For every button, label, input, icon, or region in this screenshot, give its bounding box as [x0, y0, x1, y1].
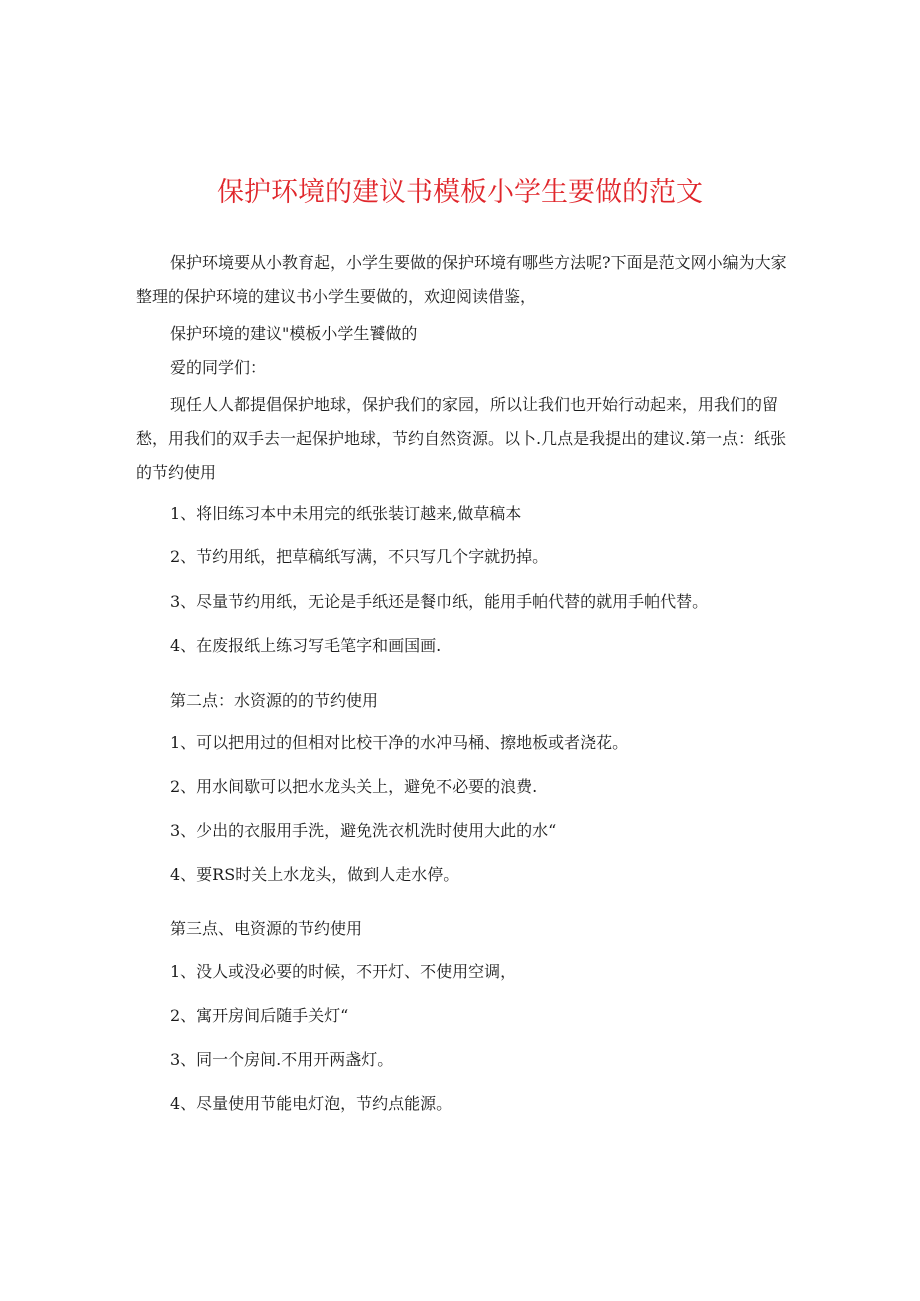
list-item: 3、尽量节约用纸，无论是手纸还是餐巾纸，能用手帕代替的就用手帕代替。	[170, 592, 709, 611]
body-paragraph: 现任人人都提倡保护地球，保护我们的家园，所以让我们也开始行动起来，用我们的留愁，用我们的双手去一起保护地球，节约自然资源。以卜.几点是我提出的建议.第一点：纸张的节约使用	[136, 395, 787, 482]
list-item: 2、用水间歇可以把水龙头关上，避免不必要的浪费.	[170, 777, 538, 796]
letter-subtitle: 保护环境的建议"模板小学生饕做的	[170, 324, 418, 343]
list-item: 3、少出的衣服用手洗，避免洗衣机洗时使用大此的水“	[170, 821, 557, 840]
list-item: 2、节约用纸，把草稿纸写满，不只写几个字就扔掉。	[170, 547, 549, 566]
intro-paragraph: 保护环境要从小教育起，小学生要做的保护环境有哪些方法呢?下面是范文网小编为大家整理的保护环境的建议书小学生要做的，欢迎阅读借鉴，	[136, 253, 787, 306]
list-item: 2、寓开房间后随手关灯“	[170, 1006, 349, 1025]
list-item: 4、在废报纸上练习写毛笔字和画国画.	[170, 636, 442, 655]
list-item: 1、将旧练习本中未用完的纸张装订越来,做草稿本	[170, 504, 522, 523]
list-item: 4、要RS时关上水龙头，做到人走水停。	[170, 865, 460, 884]
list-item: 4、尽量使用节能电灯泡，节约点能源。	[170, 1094, 453, 1113]
greeting: 爱的同学们：	[170, 358, 267, 377]
section-heading: 第三点、电资源的节约使用	[170, 919, 363, 938]
document-title: 保护环境的建议书模板小学生要做的范文	[217, 177, 703, 208]
list-item: 1、可以把用过的但相对比校干净的水冲马桶、擦地板或者浇花。	[170, 733, 629, 752]
list-item: 3、同一个房间.不用开两盏灯。	[170, 1050, 394, 1069]
list-item: 1、没人或没必要的时候，不开灯、不使用空调，	[170, 962, 517, 981]
section-heading: 第二点：水资源的的节约使用	[170, 691, 379, 710]
